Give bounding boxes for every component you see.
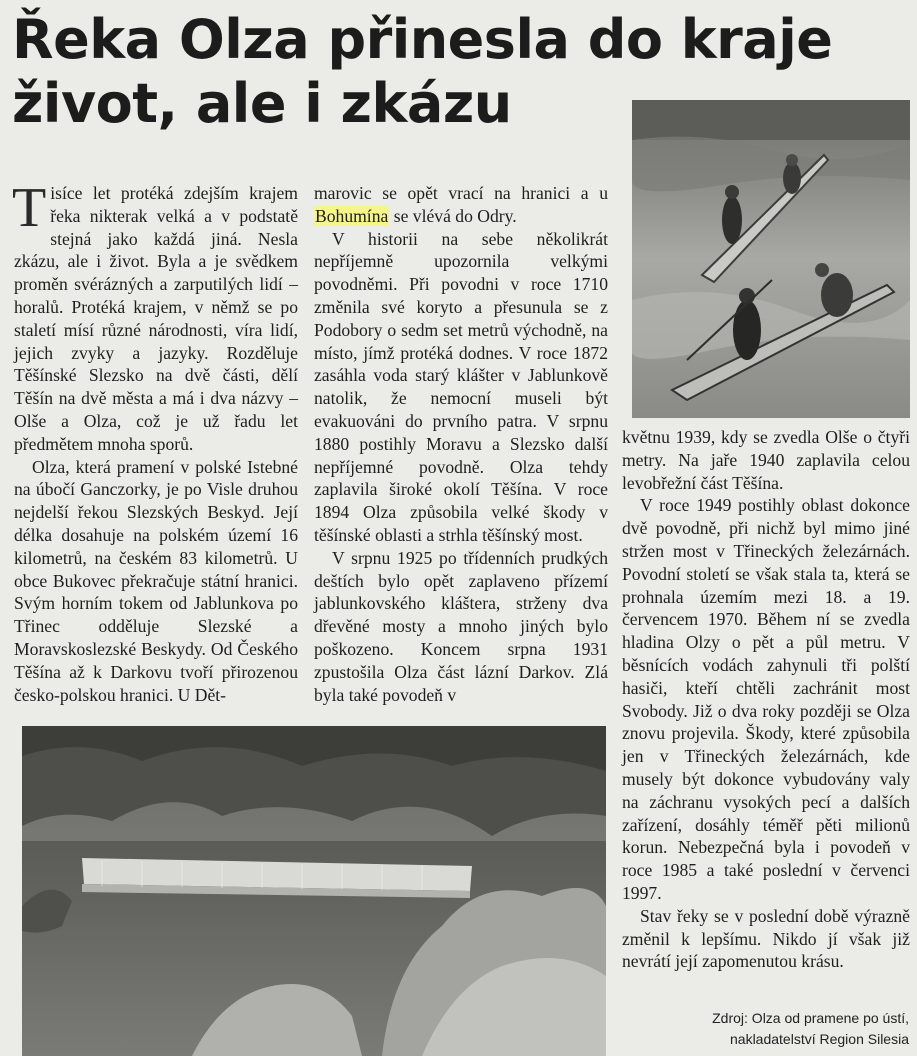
- canoe-photo-image: [632, 100, 910, 418]
- column-2: [314, 182, 608, 706]
- paragraph-text: marovic se opět vrací na hranici a u: [314, 183, 608, 203]
- highlighted-word: Bohumína: [315, 205, 389, 226]
- source-credit: [609, 1008, 909, 1050]
- weir-photo-image: [22, 726, 606, 1056]
- drop-cap: T: [12, 177, 47, 239]
- paragraph: [314, 182, 608, 228]
- paragraph: V historii na sebe několikrát nepříjemně upozornila velkými povodněmi. Při povodni v roce 1710 změnila své koryto a přesunula se z Podobory o sedm set metrů východně, na místo, jímž protéká dodnes. V roce 1872 zasáhla voda starý klášter v Jablunkově natolik, že nemocní museli být evakuováni do prvního patra. V srpnu 1880 postihly Moravu a Slezsko další nepříjemné povodně. Olza tehdy zaplavila široké okolí Těšína. V roce 1894 Olza způsobila velké škody v těšínské oblasti a strhla těšínský most.: [314, 228, 608, 545]
- paragraph-text: isíce let protéká zdejším krajem řeka nikterak velká a v podstatě stejná jako každá jiná. Nesla zkázu, ale i život. Byla a je svědkem proměn svérázných a zarputilých lidí – horalů. Protéká krajem, v němž se po staletí mísí různé národnosti, víra lidí, jejich zvyky a jazyky. Rozděluje Těšínské Slezsko na dvě části, dělí Těšín na dvě města a má i dva názvy – Olše a Olza, což je už řadu let předmětem mnoha sporů.: [14, 183, 298, 454]
- paragraph: Stav řeky se v poslední době výrazně změnil k lepšímu. Nikdo jí však již nevrátí její zapomenutou krásu.: [622, 905, 910, 972]
- weir-photo: [22, 726, 606, 1056]
- column-1: [12, 177, 298, 706]
- paragraph: V roce 1949 postihly oblast dokonce dvě povodně, při nichž byl mimo jiné stržen most v Třineckých železárnách. Povodní století se však stala ta, která se prohnala územím mezi 18. a 19. červencem 1970. Během ní se zvedla hladina Olzy o pět a půl metru. V běsnících vodách zahynuli tři polští hasiči, kteří chtěli zachránit most Svobody. Již o dva roky později se Olza znovu projevila. Škody, které způsobila jen v Třineckých železárnách, kde musely být dokonce vybudovány valy na záchranu vysokých pecí a dalších zařízení, dosáhly téměř pěti milionů korun. Nebezpečná byla i povodeň v roce 1985 a také poslední v červenci 1997.: [622, 495, 910, 903]
- source-line: Zdroj: Olza od pramene po ústí,: [712, 1010, 909, 1026]
- source-line: nakladatelství Region Silesia: [730, 1031, 909, 1047]
- article-headline: Řeka Olza přinesla do kraje život, ale i zkázu: [12, 8, 833, 135]
- canoe-photo: [632, 100, 910, 418]
- paragraph: květnu 1939, kdy se zvedla Olše o čtyři metry. Na jaře 1940 zaplavila celou levobřežní část Těšína.: [622, 427, 910, 493]
- paragraph: V srpnu 1925 po třídenních prudkých deštích bylo opět zaplaveno přízemí jablunkovského kláštera, strženy dva dřevěné mosty a mnoho jiných bylo poškozeno. Koncem srpna 1931 zpustošila Olza část lázní Darkov. Zlá byla také povodeň v: [314, 547, 608, 705]
- paragraph: Olza, která pramení v polské Istebné na úbočí Ganczorky, je po Visle druhou nejdelší řekou Slezských Beskyd. Její délka dosahuje na polském území 16 kilometrů, na českém 83 kilometrů. U obce Bukovec překračuje státní hranici. Svým horním tokem od Jablunkova po Třinec odděluje Slezské a Moravskoslezské Beskydy. Od Českého Těšína až k Darkovu tvoří přirozenou česko-polskou hranici. U Dět-: [14, 456, 298, 705]
- paragraph-text: se vlévá do Odry.: [393, 205, 517, 226]
- paragraph: [12, 177, 298, 456]
- column-3: [622, 426, 910, 973]
